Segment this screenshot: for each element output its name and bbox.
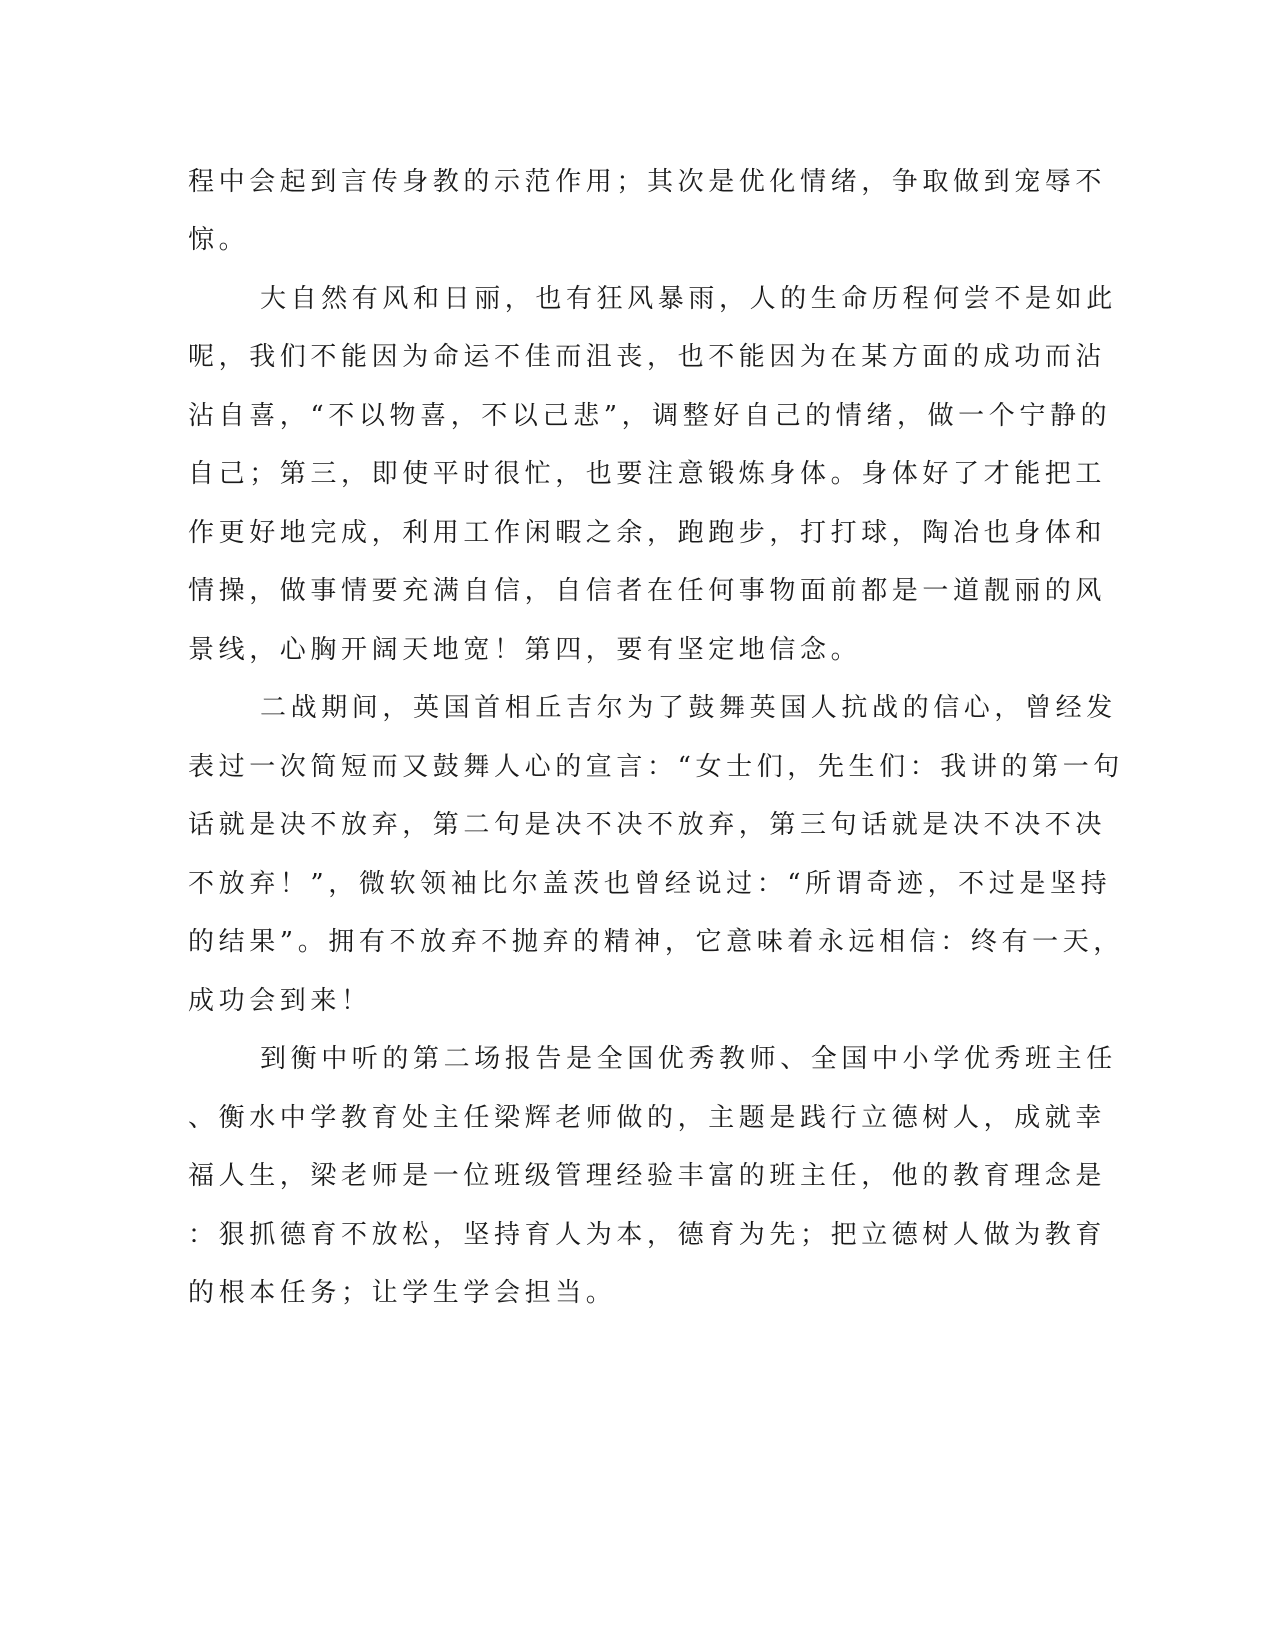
paragraph-4-line-4: ：狠抓德育不放松，坚持育人为本，德育为先；把立德树人做为教育 xyxy=(188,1220,1107,1250)
paragraph-4-line-2: 、衡水中学教育处主任梁辉老师做的，主题是践行立德树人，成就幸 xyxy=(188,1103,1107,1133)
paragraph-3-line-3: 话就是决不放弃，第二句是决不决不放弃，第三句话就是决不决不决 xyxy=(188,810,1107,840)
paragraph-2-line-2: 呢，我们不能因为命运不佳而沮丧，也不能因为在某方面的成功而沾 xyxy=(188,342,1107,372)
paragraph-4-line-5: 的根本任务；让学生学会担当。 xyxy=(188,1278,617,1308)
paragraph-3-line-2: 表过一次简短而又鼓舞人心的宣言：“女士们，先生们：我讲的第一句 xyxy=(188,752,1124,782)
paragraph-2-line-6: 情操，做事情要充满自信，自信者在任何事物面前都是一道靓丽的风 xyxy=(188,576,1107,606)
paragraph-4-line-1: 到衡中听的第二场报告是全国优秀教师、全国中小学优秀班主任 xyxy=(260,1044,1117,1074)
paragraph-2-line-7: 景线，心胸开阔天地宽！第四，要有坚定地信念。 xyxy=(188,635,862,665)
paragraph-4-line-3: 福人生，梁老师是一位班级管理经验丰富的班主任，他的教育理念是 xyxy=(188,1161,1107,1191)
paragraph-2-line-1: 大自然有风和日丽，也有狂风暴雨，人的生命历程何尝不是如此 xyxy=(260,284,1117,314)
paragraph-1-line-2: 惊。 xyxy=(188,225,250,255)
paragraph-3-line-4: 不放弃！”，微软领袖比尔盖茨也曾经说过：“所谓奇迹，不过是坚持 xyxy=(188,869,1112,899)
paragraph-3-line-5: 的结果”。拥有不放弃不抛弃的精神，它意味着永远相信：终有一天， xyxy=(188,927,1124,957)
paragraph-2-line-5: 作更好地完成，利用工作闲暇之余，跑跑步，打打球，陶冶也身体和 xyxy=(188,518,1107,548)
paragraph-1-line-1: 程中会起到言传身教的示范作用；其次是优化情绪，争取做到宠辱不 xyxy=(188,167,1107,197)
paragraph-2-line-4: 自己；第三，即使平时很忙，也要注意锻炼身体。身体好了才能把工 xyxy=(188,459,1107,489)
paragraph-2-line-3: 沾自喜，“不以物喜，不以己悲”，调整好自己的情绪，做一个宁静的 xyxy=(188,401,1112,431)
paragraph-3-line-6: 成功会到来！ xyxy=(188,986,372,1016)
paragraph-3-line-1: 二战期间，英国首相丘吉尔为了鼓舞英国人抗战的信心，曾经发 xyxy=(260,693,1117,723)
